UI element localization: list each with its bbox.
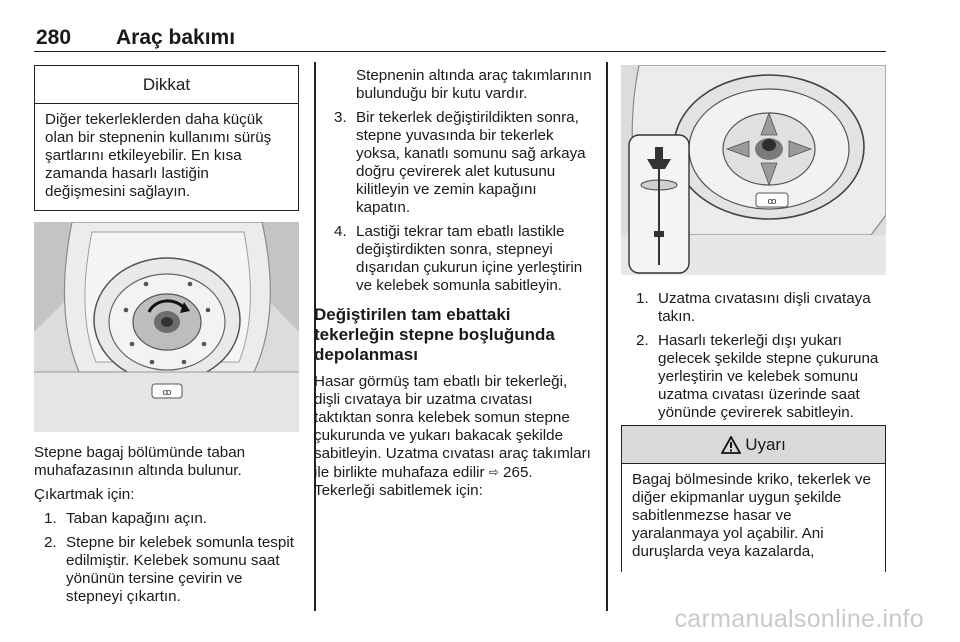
section-heading: Değiştirilen tam ebattaki tekerleğin stepne boşluğunda depolanması	[314, 305, 555, 364]
list-item	[636, 290, 888, 326]
page-number: 280	[36, 26, 72, 49]
wheel-storage-drawing	[621, 65, 886, 275]
section-body-text: Hasar görmüş tam ebatlı bir tekerleği, dişli cıvataya bir uzatma cıvatası taktıktan sonra kelebek somun stepne çukurunda ve yukarı bakacak şekilde sabitleyin. Uzatma cıvatası araç takımları ile birlikte muhafaza edilir	[314, 373, 591, 481]
notice-title: Dikkat	[35, 66, 298, 104]
list-item	[636, 332, 888, 422]
step-number: 3.	[334, 109, 347, 126]
svg-text:ꝏ: ꝏ	[767, 197, 777, 207]
page-reference-arrow-icon[interactable]: ⇨	[488, 465, 499, 479]
mounting-steps	[626, 290, 888, 422]
step-number: 1.	[44, 510, 57, 527]
step-text: Hasarlı tekerleği dışı yukarı gelecek şekilde stepne çukuruna yerleştirin ve kelebek somunu uzatma cıvatası üzerinde saat yönünde çevirerek sabitleyin.	[658, 332, 879, 421]
step-number: 4.	[334, 223, 347, 240]
column-1-text	[34, 444, 302, 612]
step-number: 1.	[636, 290, 649, 307]
list-item	[334, 109, 592, 217]
warning-title: Uyarı	[745, 434, 786, 454]
step-text: Stepne bir kelebek somunla tespit edilmiştir. Kelebek somunu saat yönünün tersine çevirin ve stepneyi çıkartın.	[66, 534, 294, 605]
step-text: Taban kapağını açın.	[66, 510, 208, 527]
notice-text: Diğer tekerleklerden daha küçük olan bir stepnenin kullanımı sürüş şartlarını etkileyebilir. En kısa zamanda hasarlı lastiğin değişmesini sağlayın.	[45, 111, 272, 200]
removal-steps	[34, 510, 302, 606]
column-2-text	[314, 67, 592, 506]
page-header	[34, 26, 886, 52]
removal-intro: Çıkartmak için:	[34, 486, 135, 503]
warning-triangle-icon	[721, 436, 741, 454]
step-text: Bir tekerlek değiştirildikten sonra, stepne yuvasında bir tekerlek yoksa, kanatlı somunu sağ arkaya doğru çevirerek alet kutusunu kilitleyin ve zemin kapağını kapatın.	[356, 109, 586, 216]
list-item	[334, 223, 592, 295]
warning-header	[622, 426, 885, 464]
step-text: Uzatma cıvatasını dişli cıvataya takın.	[658, 290, 871, 325]
chapter-title: Araç bakımı	[116, 26, 236, 49]
spare-location-text: Stepne bagaj bölümünde taban muhafazasının altında bulunur.	[34, 444, 246, 479]
spare-wheel-illustration	[34, 222, 299, 432]
step-text: Lastiği tekrar tam ebatlı lastikle değiştirdikten sonra, stepneyi dışarıdan çukurun içine yerleştirin ve kelebek somunla sabitleyin.	[356, 223, 583, 294]
watermark: carmanualsonline.info	[674, 605, 924, 633]
page-reference-text[interactable]: 265. Tekerleği sabitlemek için:	[314, 464, 533, 499]
storage-steps	[314, 109, 592, 295]
spare-wheel-drawing	[34, 222, 299, 432]
notice-box	[34, 65, 299, 211]
step-number: 2.	[636, 332, 649, 349]
wheel-storage-illustration	[621, 65, 886, 275]
column-3-text	[626, 290, 888, 428]
list-item	[44, 510, 302, 528]
warning-box	[621, 425, 886, 572]
warning-text: Bagaj bölmesinde kriko, tekerlek ve diğer ekipmanlar uygun şekilde sabitlenmezse hasar ve yaralanmaya yol açabilir. Ani duruşlarda veya kazalarda,	[632, 471, 871, 560]
list-item	[44, 534, 302, 606]
svg-text:ꝏ: ꝏ	[162, 388, 172, 398]
step-number: 2.	[44, 534, 57, 551]
section-body	[314, 373, 592, 500]
tool-box-text: Stepnenin altında araç takımlarının bulunduğu bir kutu vardır.	[356, 67, 592, 102]
column-divider-right	[606, 62, 608, 611]
